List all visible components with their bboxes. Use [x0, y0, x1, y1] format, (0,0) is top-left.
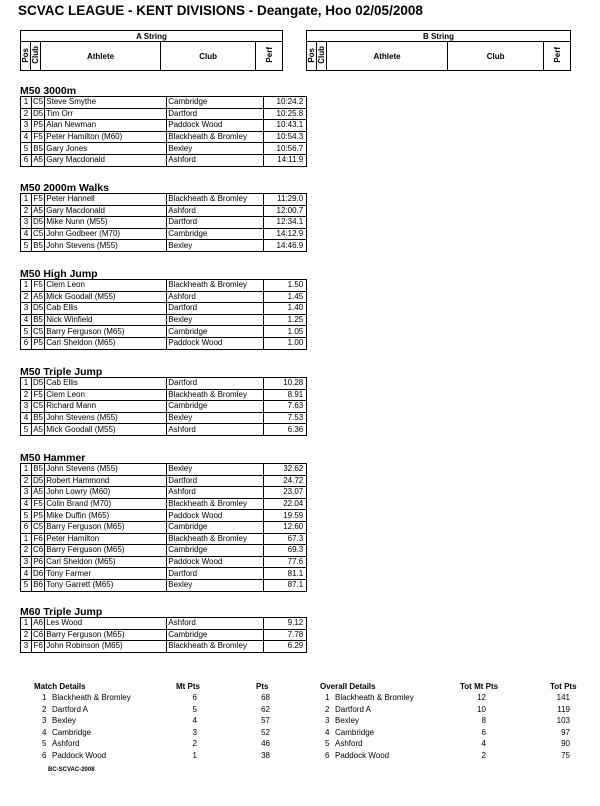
- result-club-code: F5: [33, 389, 43, 399]
- result-athlete: Peter Hamilton: [45, 533, 167, 545]
- result-athlete: Peter Hannell: [45, 194, 167, 206]
- result-performance: 23.07: [264, 487, 307, 499]
- b-string-header: [306, 30, 571, 71]
- result-position: 1: [21, 533, 32, 545]
- overall-mt-pts: 12: [477, 693, 486, 702]
- result-club-code: A5: [33, 205, 44, 215]
- club-code-col-header: Club: [317, 46, 326, 64]
- result-club: Blackheath & Bromley: [167, 280, 264, 292]
- result-performance: 7.63: [264, 401, 307, 413]
- footer-code: BC-SCVAC-2008: [48, 767, 95, 773]
- result-performance: 7.53: [264, 412, 307, 424]
- result-club-code: B6: [33, 580, 44, 590]
- result-club-code: C6: [33, 545, 44, 555]
- result-athlete: John Stevens (M55): [45, 464, 167, 476]
- result-position: 3: [21, 401, 32, 413]
- result-position: 1: [21, 464, 32, 476]
- overall-pts: 119: [557, 704, 570, 714]
- result-performance: 12:34.1: [264, 217, 307, 229]
- result-club-code: F5: [33, 280, 43, 290]
- overall-pts-heading: Tot Pts: [550, 682, 577, 691]
- result-club-code: C6: [33, 629, 44, 639]
- table-row: [21, 314, 307, 326]
- match-pts: 52: [261, 727, 270, 737]
- result-performance: 87.1: [264, 579, 307, 591]
- result-club-code: F6: [33, 641, 43, 651]
- overall-mt-pts: 4: [481, 739, 486, 749]
- table-row: [21, 629, 307, 641]
- result-position: 5: [21, 579, 32, 591]
- result-athlete: Colin Brand (M70): [45, 498, 167, 510]
- result-athlete: Les Wood: [45, 618, 167, 630]
- result-club: Bexley: [167, 143, 264, 155]
- result-club: Paddock Wood: [167, 556, 264, 568]
- result-club: Cambridge: [167, 545, 264, 557]
- result-performance: 67.3: [264, 533, 307, 545]
- overall-rank: 5: [325, 739, 330, 749]
- result-athlete: Barry Ferguson (M65): [45, 521, 167, 533]
- result-position: 4: [21, 412, 32, 424]
- result-club-code: P5: [33, 338, 44, 348]
- result-performance: 10:24.2: [264, 97, 307, 109]
- result-club-code: D5: [33, 303, 44, 313]
- result-club: Ashford: [167, 424, 264, 436]
- result-club-code: D5: [33, 475, 44, 485]
- overall-mt-pts: 2: [481, 751, 486, 760]
- table-row: [21, 475, 307, 487]
- result-performance: 9.12: [264, 618, 307, 630]
- event-title: M60 Triple Jump: [20, 606, 103, 618]
- result-athlete: Gary Jones: [45, 143, 167, 155]
- result-club: Dartford: [167, 568, 264, 580]
- page-title: SCVAC LEAGUE - KENT DIVISIONS - Deangate, Hoo 02/05/2008: [18, 3, 423, 18]
- match-club: Paddock Wood: [52, 751, 107, 760]
- match-pts: 38: [261, 751, 270, 760]
- table-row: [21, 97, 307, 109]
- event-title: M50 Triple Jump: [20, 366, 103, 378]
- event-results-table: [20, 193, 307, 252]
- result-club-code: P5: [33, 120, 44, 130]
- athlete-col-header: Athlete: [41, 42, 161, 71]
- result-club-code: P6: [33, 557, 44, 567]
- table-row: [21, 303, 307, 315]
- result-club: Blackheath & Bromley: [167, 533, 264, 545]
- result-performance: 10:54.3: [264, 131, 307, 143]
- result-club: Cambridge: [167, 97, 264, 109]
- result-club: Ashford: [167, 154, 264, 166]
- table-row: [21, 143, 307, 155]
- result-club: Blackheath & Bromley: [167, 131, 264, 143]
- result-athlete: Tim Orr: [45, 108, 167, 120]
- result-performance: 69.3: [264, 545, 307, 557]
- table-row: [21, 510, 307, 522]
- result-athlete: Tony Farmer: [45, 568, 167, 580]
- result-performance: 32.62: [264, 464, 307, 476]
- event-results-table: [20, 377, 307, 436]
- result-position: 2: [21, 475, 32, 487]
- result-performance: 10:56.7: [264, 143, 307, 155]
- result-athlete: Carl Sheldon (M65): [45, 337, 167, 349]
- result-club-code: A5: [33, 291, 44, 301]
- result-athlete: Mick Goodall (M55): [45, 424, 167, 436]
- result-performance: 14:46.9: [264, 240, 307, 252]
- result-position: 1: [21, 280, 32, 292]
- table-row: [21, 194, 307, 206]
- result-athlete: Alan Newman: [45, 120, 167, 132]
- result-position: 6: [21, 337, 32, 349]
- result-performance: 81.1: [264, 568, 307, 580]
- result-position: 2: [21, 108, 32, 120]
- result-athlete: Richard Mann: [45, 401, 167, 413]
- a-string-header: [20, 30, 283, 71]
- table-row: [21, 464, 307, 476]
- pos-col-header: Pos: [21, 47, 30, 63]
- club-col-header: Club: [161, 42, 256, 71]
- result-performance: 1.40: [264, 303, 307, 315]
- result-position: 6: [21, 154, 32, 166]
- result-performance: 1.45: [264, 291, 307, 303]
- overall-rank: 6: [325, 751, 330, 760]
- event-results-table: [20, 617, 307, 653]
- table-row: [21, 217, 307, 229]
- result-position: 5: [21, 143, 32, 155]
- match-mt-pts: 5: [192, 704, 197, 714]
- match-mt-pts: 1: [192, 751, 197, 760]
- result-club: Cambridge: [167, 629, 264, 641]
- result-athlete: Peter Hamilton (M60): [45, 131, 167, 143]
- overall-club: Dartford A: [335, 704, 372, 714]
- result-position: 4: [21, 314, 32, 326]
- table-row: [21, 487, 307, 499]
- result-athlete: Gary Macdonald: [45, 205, 167, 217]
- table-row: [21, 337, 307, 349]
- overall-rank: 4: [325, 727, 330, 737]
- pos-col-header: Pos: [307, 47, 316, 63]
- match-mt-pts-heading: Mt Pts: [176, 682, 200, 691]
- match-mt-pts: 3: [192, 727, 197, 737]
- table-row: [21, 280, 307, 292]
- result-performance: 10.28: [264, 378, 307, 390]
- result-athlete: John Robinson (M65): [45, 641, 167, 653]
- overall-mt-pts: 8: [481, 716, 486, 726]
- table-row: [21, 240, 307, 252]
- table-row: [21, 521, 307, 533]
- result-club-code: F6: [33, 533, 43, 543]
- result-position: 2: [21, 291, 32, 303]
- match-pts: 46: [261, 739, 270, 749]
- event-results-table: [20, 463, 307, 592]
- result-club-code: B5: [33, 315, 44, 325]
- result-performance: 1.05: [264, 326, 307, 338]
- result-club: Paddock Wood: [167, 510, 264, 522]
- result-club: Bexley: [167, 314, 264, 326]
- result-performance: 6.36: [264, 424, 307, 436]
- result-position: 2: [21, 389, 32, 401]
- table-row: [21, 120, 307, 132]
- result-athlete: Barry Ferguson (M65): [45, 326, 167, 338]
- result-club: Cambridge: [167, 401, 264, 413]
- table-row: [21, 424, 307, 436]
- result-athlete: Carl Sheldon (M65): [45, 556, 167, 568]
- match-rank: 1: [42, 693, 47, 702]
- match-pts: 57: [261, 716, 270, 726]
- result-position: 1: [21, 194, 32, 206]
- table-row: [21, 533, 307, 545]
- result-club-code: C5: [33, 229, 44, 239]
- b-string-label: B String: [307, 31, 571, 42]
- result-position: 3: [21, 120, 32, 132]
- result-club: Dartford: [167, 475, 264, 487]
- table-row: [21, 641, 307, 653]
- result-club: Bexley: [167, 579, 264, 591]
- result-athlete: Robert Hammond: [45, 475, 167, 487]
- result-athlete: Gary Macdonald: [45, 154, 167, 166]
- result-athlete: Mike Nunn (M55): [45, 217, 167, 229]
- result-club-code: C5: [33, 97, 44, 107]
- result-athlete: Tony Garrett (M65): [45, 579, 167, 591]
- event-title: M50 2000m Walks: [20, 182, 109, 194]
- result-position: 4: [21, 228, 32, 240]
- table-row: [21, 579, 307, 591]
- result-athlete: John Stevens (M55): [45, 412, 167, 424]
- result-position: 5: [21, 326, 32, 338]
- result-position: 4: [21, 131, 32, 143]
- match-club: Cambridge: [52, 727, 92, 737]
- result-performance: 7.78: [264, 629, 307, 641]
- result-position: 2: [21, 205, 32, 217]
- result-athlete: John Godbeer (M70): [45, 228, 167, 240]
- result-club-code: D5: [33, 217, 44, 227]
- result-position: 2: [21, 629, 32, 641]
- result-position: 3: [21, 487, 32, 499]
- result-club-code: A6: [33, 618, 44, 628]
- result-club-code: C5: [33, 401, 44, 411]
- result-club-code: C5: [33, 522, 44, 532]
- result-club-code: F5: [33, 499, 43, 509]
- a-string-label: A String: [21, 31, 283, 42]
- result-position: 1: [21, 97, 32, 109]
- result-position: 4: [21, 568, 32, 580]
- event-title: M50 Hammer: [20, 452, 86, 464]
- event-results-table: [20, 279, 307, 350]
- overall-pts: 90: [561, 739, 570, 749]
- match-pts: 68: [261, 693, 270, 702]
- overall-club: Paddock Wood: [335, 751, 390, 760]
- table-row: [21, 618, 307, 630]
- result-performance: 8.91: [264, 389, 307, 401]
- perf-col-header: Perf: [264, 47, 274, 63]
- result-club-code: A5: [33, 155, 44, 165]
- table-row: [21, 205, 307, 217]
- result-club-code: B5: [33, 240, 44, 250]
- result-club: Ashford: [167, 291, 264, 303]
- result-performance: 12.60: [264, 521, 307, 533]
- result-performance: 14:11.9: [264, 154, 307, 166]
- result-performance: 19.59: [264, 510, 307, 522]
- result-club: Bexley: [167, 412, 264, 424]
- result-club-code: A5: [33, 487, 44, 497]
- match-mt-pts: 6: [192, 693, 197, 702]
- overall-club: Cambridge: [335, 727, 375, 737]
- result-club: Dartford: [167, 217, 264, 229]
- overall-club: Blackheath & Bromley: [335, 693, 414, 702]
- table-row: [21, 228, 307, 240]
- result-club-code: C5: [33, 326, 44, 336]
- result-club-code: B5: [33, 464, 44, 474]
- result-position: 5: [21, 510, 32, 522]
- result-position: 5: [21, 424, 32, 436]
- result-athlete: Steve Smythe: [45, 97, 167, 109]
- result-performance: 10:25.8: [264, 108, 307, 120]
- overall-pts: 75: [561, 751, 570, 760]
- table-row: [21, 556, 307, 568]
- match-club: Ashford: [52, 739, 80, 749]
- result-club-code: B5: [33, 413, 44, 423]
- result-athlete: Nick Winfield: [45, 314, 167, 326]
- overall-mt-pts-heading: Tot Mt Pts: [460, 682, 499, 691]
- result-athlete: Cab Ellis: [45, 378, 167, 390]
- result-athlete: Mike Duffin (M65): [45, 510, 167, 522]
- table-row: [21, 131, 307, 143]
- result-performance: 12:00.7: [264, 205, 307, 217]
- athlete-col-header: Athlete: [327, 42, 448, 71]
- match-details-heading: Match Details: [34, 682, 86, 691]
- result-athlete: Clem Leon: [45, 280, 167, 292]
- match-mt-pts: 2: [192, 739, 197, 749]
- result-club: Paddock Wood: [167, 337, 264, 349]
- result-club: Paddock Wood: [167, 120, 264, 132]
- table-row: [21, 545, 307, 557]
- table-row: [21, 154, 307, 166]
- overall-pts: 103: [556, 716, 570, 726]
- result-performance: 10:43.1: [264, 120, 307, 132]
- result-position: 3: [21, 556, 32, 568]
- result-club: Cambridge: [167, 228, 264, 240]
- table-row: [21, 498, 307, 510]
- result-performance: 6.29: [264, 641, 307, 653]
- result-performance: 24.72: [264, 475, 307, 487]
- result-athlete: John Lowry (M60): [45, 487, 167, 499]
- overall-mt-pts: 6: [481, 727, 486, 737]
- result-position: 1: [21, 618, 32, 630]
- club-col-header: Club: [448, 42, 544, 71]
- result-position: 2: [21, 545, 32, 557]
- result-club: Blackheath & Bromley: [167, 194, 264, 206]
- match-rank: 2: [42, 704, 47, 714]
- overall-rank: 3: [325, 716, 330, 726]
- table-row: [21, 326, 307, 338]
- overall-details-heading: Overall Details: [320, 682, 376, 691]
- result-club: Dartford: [167, 108, 264, 120]
- overall-club: Ashford: [335, 739, 363, 749]
- match-pts-heading: Pts: [256, 682, 269, 691]
- match-rank: 3: [42, 716, 47, 726]
- result-position: 3: [21, 641, 32, 653]
- table-row: [21, 378, 307, 390]
- result-performance: 22.04: [264, 498, 307, 510]
- result-club: Bexley: [167, 240, 264, 252]
- table-row: [21, 389, 307, 401]
- result-position: 1: [21, 378, 32, 390]
- table-row: [21, 291, 307, 303]
- result-performance: 77.6: [264, 556, 307, 568]
- result-club: Dartford: [167, 378, 264, 390]
- perf-col-header: Perf: [552, 47, 562, 63]
- result-club: Dartford: [167, 303, 264, 315]
- table-row: [21, 412, 307, 424]
- event-title: M50 High Jump: [20, 268, 98, 280]
- match-pts: 62: [261, 704, 270, 714]
- result-position: 3: [21, 217, 32, 229]
- result-club: Cambridge: [167, 326, 264, 338]
- match-rank: 4: [42, 727, 47, 737]
- result-club: Ashford: [167, 205, 264, 217]
- result-position: 6: [21, 521, 32, 533]
- result-club: Blackheath & Bromley: [167, 389, 264, 401]
- match-rank: 5: [42, 739, 47, 749]
- table-row: [21, 108, 307, 120]
- result-position: 5: [21, 240, 32, 252]
- result-club: Blackheath & Bromley: [167, 498, 264, 510]
- result-club: Blackheath & Bromley: [167, 641, 264, 653]
- result-club-code: F5: [33, 194, 43, 204]
- result-position: 3: [21, 303, 32, 315]
- overall-rank: 1: [325, 693, 330, 702]
- result-club-code: D5: [33, 108, 44, 118]
- overall-rank: 2: [325, 704, 330, 714]
- result-club-code: D6: [33, 568, 44, 578]
- match-rank: 6: [42, 751, 47, 760]
- table-row: [21, 568, 307, 580]
- result-position: 4: [21, 498, 32, 510]
- match-mt-pts: 4: [192, 716, 197, 726]
- result-club: Ashford: [167, 618, 264, 630]
- result-club-code: F5: [33, 132, 43, 142]
- result-club: Bexley: [167, 464, 264, 476]
- table-row: [21, 401, 307, 413]
- result-athlete: Barry Ferguson (M65): [45, 545, 167, 557]
- result-performance: 14:12.9: [264, 228, 307, 240]
- overall-pts: 97: [561, 727, 570, 737]
- result-club-code: B5: [33, 143, 44, 153]
- result-athlete: Cab Ellis: [45, 303, 167, 315]
- result-club-code: P5: [33, 510, 44, 520]
- result-club: Ashford: [167, 487, 264, 499]
- result-performance: 11:29.0: [264, 194, 307, 206]
- event-results-table: [20, 96, 307, 167]
- result-club: Cambridge: [167, 521, 264, 533]
- result-performance: 1.00: [264, 337, 307, 349]
- overall-club: Bexley: [335, 716, 360, 726]
- result-performance: 1.25: [264, 314, 307, 326]
- overall-mt-pts: 10: [477, 704, 486, 714]
- club-code-col-header: Club: [31, 46, 40, 64]
- result-athlete: John Stevens (M55): [45, 240, 167, 252]
- overall-pts: 141: [556, 693, 570, 702]
- result-performance: 1.50: [264, 280, 307, 292]
- result-athlete: Barry Ferguson (M65): [45, 629, 167, 641]
- result-athlete: Mick Goodall (M55): [45, 291, 167, 303]
- event-title: M50 3000m: [20, 85, 77, 97]
- result-club-code: D5: [33, 378, 44, 388]
- result-athlete: Clem Leon: [45, 389, 167, 401]
- match-club: Blackheath & Bromley: [52, 693, 131, 702]
- result-club-code: A5: [33, 424, 44, 434]
- match-club: Dartford A: [52, 704, 89, 714]
- match-club: Bexley: [52, 716, 77, 726]
